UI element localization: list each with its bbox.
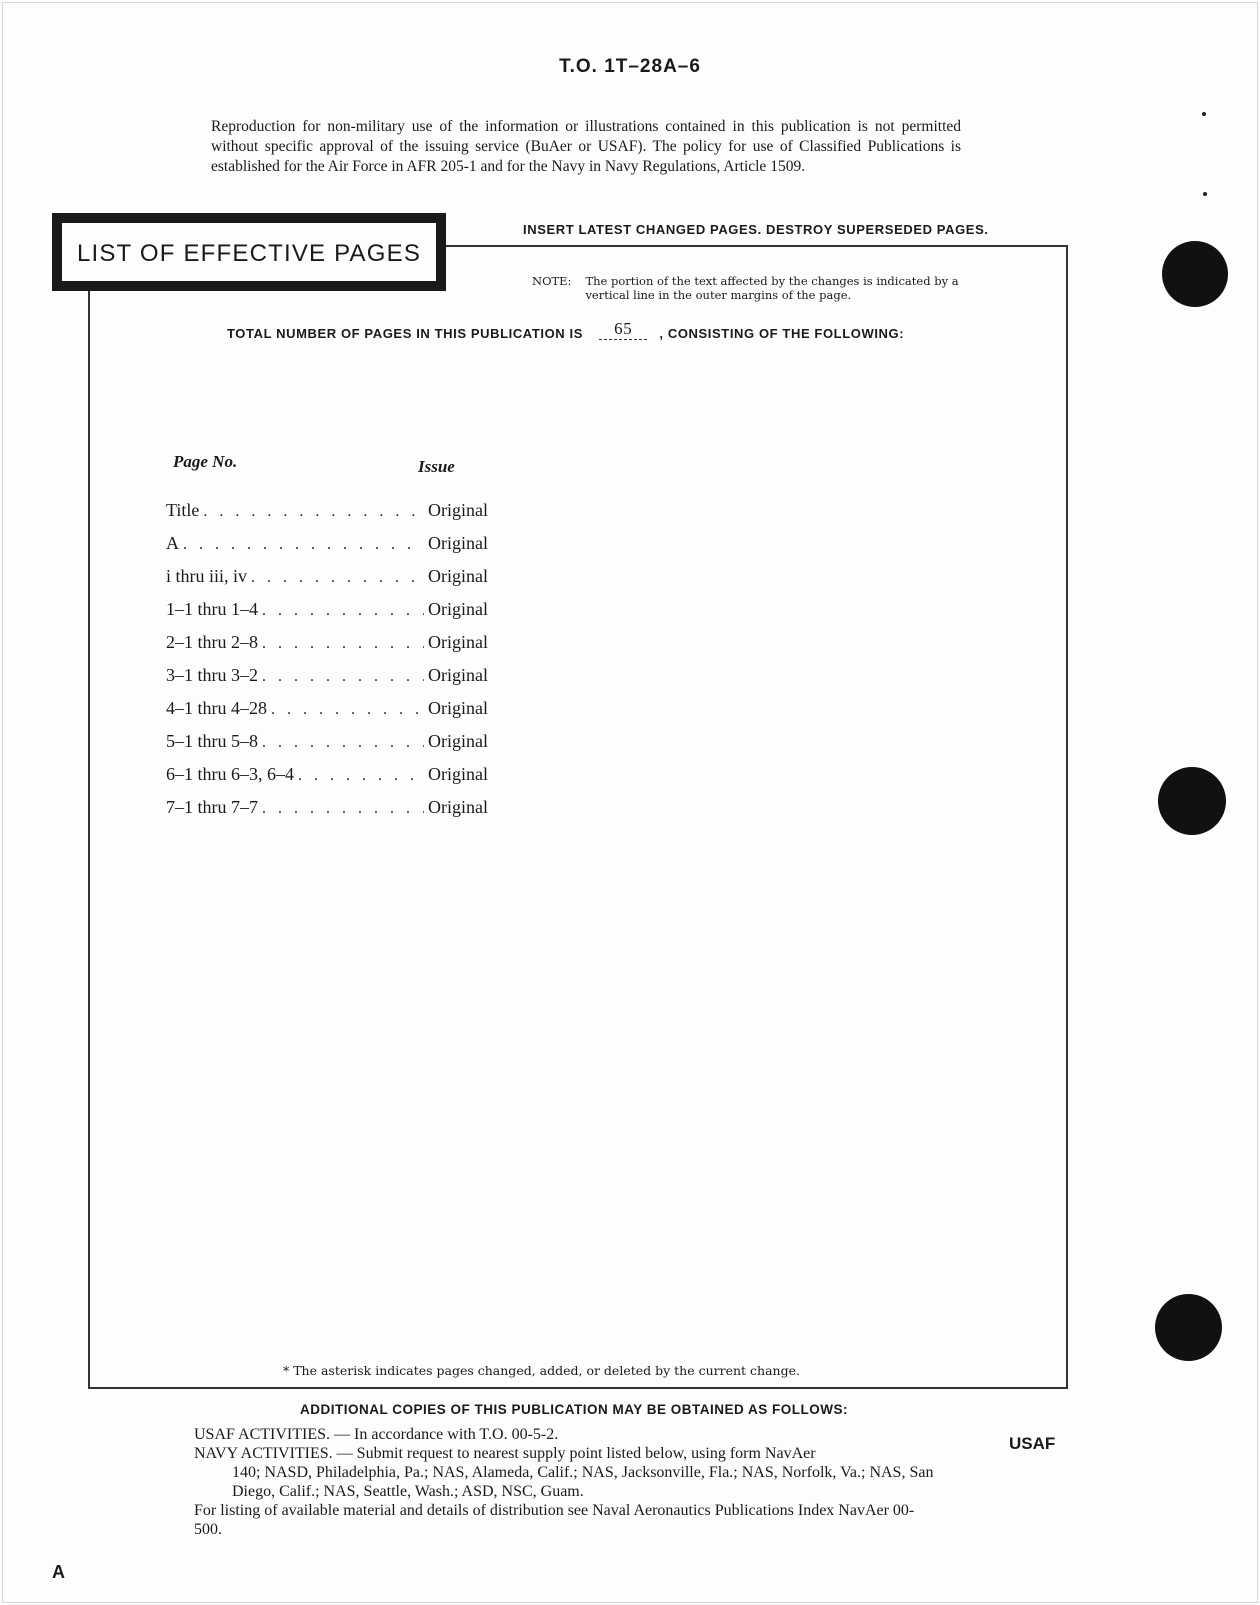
- dot-leader: [298, 767, 424, 785]
- navy-supply-points: 140; NASD, Philadelphia, Pa.; NAS, Alameda, Calif.; NAS, Jacksonville, Fla.; NAS, Norfolk, Va.; NAS, San Diego, Calif.; NAS, Seattle, Wash.; ASD, NSC, Guam.: [232, 1464, 934, 1500]
- page-no: 4–1 thru 4–28: [166, 698, 267, 718]
- page-no: 2–1 thru 2–8: [166, 632, 258, 652]
- asterisk-note: * The asterisk indicates pages changed, added, or deleted by the current change.: [283, 1363, 800, 1378]
- page-no: A: [166, 533, 179, 553]
- ink-speck: [1203, 192, 1207, 196]
- lep-title: LIST OF EFFECTIVE PAGES: [76, 240, 422, 267]
- page-row: [166, 764, 488, 797]
- effective-pages-list: [166, 500, 488, 830]
- page-issue: Original: [428, 599, 488, 619]
- page-row: [166, 566, 488, 599]
- page-issue: Original: [428, 731, 488, 751]
- binder-hole: [1155, 1294, 1222, 1361]
- page-issue: Original: [428, 698, 488, 718]
- page-row: [166, 797, 488, 830]
- change-note: [532, 274, 980, 302]
- reproduction-notice: Reproduction for non-military use of the information or illustrations contained in this publication is not permitted without specific approval of the issuing service (BuAer or USAF). The policy for use of Classified Publications is established for the Air Force in AFR 205-1 and for the Navy in Navy Regulations, Article 1509.: [211, 118, 961, 175]
- listing-note: For listing of available material and details of distribution see Naval Aeronautics Publications Index NavAer 00-500.: [194, 1502, 915, 1538]
- page-no-header: Page No.: [173, 452, 238, 471]
- dot-leader: [203, 503, 424, 521]
- usaf-activities: USAF ACTIVITIES. — In accordance with T.O. 00-5-2.: [194, 1426, 559, 1443]
- page-issue: Original: [428, 764, 488, 784]
- issue-header: Issue: [418, 457, 455, 476]
- note-label: NOTE:: [532, 274, 572, 288]
- page-no: 7–1 thru 7–7: [166, 797, 258, 817]
- page-no: Title: [166, 500, 200, 520]
- page-no: 3–1 thru 3–2: [166, 665, 258, 685]
- total-pages-line: [227, 319, 905, 344]
- page-issue: Original: [428, 500, 488, 520]
- page-issue: Original: [428, 533, 488, 553]
- page-row: [166, 533, 488, 566]
- ink-speck: [1202, 112, 1206, 116]
- binder-hole: [1162, 241, 1228, 307]
- dot-leader: [262, 602, 424, 620]
- dot-leader: [262, 734, 424, 752]
- total-suffix: , CONSISTING OF THE FOLLOWING:: [659, 326, 905, 341]
- page-issue: Original: [428, 566, 488, 586]
- lep-title-box: [52, 213, 446, 291]
- insert-instruction: INSERT LATEST CHANGED PAGES. DESTROY SUPERSEDED PAGES.: [523, 222, 989, 237]
- page-no: 5–1 thru 5–8: [166, 731, 258, 751]
- page-issue: Original: [428, 665, 488, 685]
- page-letter: A: [52, 1562, 65, 1582]
- page-row: [166, 731, 488, 764]
- total-pages-value: 65: [599, 319, 647, 340]
- page-no: 6–1 thru 6–3, 6–4: [166, 764, 294, 784]
- page-row: [166, 599, 488, 632]
- usaf-tag: USAF: [1009, 1434, 1056, 1453]
- navy-activities: NAVY ACTIVITIES. — Submit request to nearest supply point listed below, using form NavAer: [194, 1445, 816, 1462]
- document-code: T.O. 1T–28A–6: [559, 56, 701, 77]
- dot-leader: [262, 635, 424, 653]
- page-row: [166, 500, 488, 533]
- dot-leader: [251, 569, 424, 587]
- dot-leader: [262, 800, 424, 818]
- page-no: i thru iii, iv: [166, 566, 247, 586]
- binder-hole: [1158, 767, 1226, 835]
- dot-leader: [183, 536, 424, 554]
- page-issue: Original: [428, 632, 488, 652]
- page-row: [166, 665, 488, 698]
- page-row: [166, 632, 488, 665]
- note-text: The portion of the text affected by the changes is indicated by a vertical line in the outer margins of the page.: [585, 274, 959, 302]
- dot-leader: [271, 701, 424, 719]
- additional-copies-heading: ADDITIONAL COPIES OF THIS PUBLICATION MAY BE OBTAINED AS FOLLOWS:: [300, 1402, 849, 1417]
- total-prefix: TOTAL NUMBER OF PAGES IN THIS PUBLICATION IS: [227, 326, 583, 341]
- page-issue: Original: [428, 797, 488, 817]
- page-row: [166, 698, 488, 731]
- dot-leader: [262, 668, 424, 686]
- page-no: 1–1 thru 1–4: [166, 599, 258, 619]
- distribution-text: [194, 1425, 942, 1539]
